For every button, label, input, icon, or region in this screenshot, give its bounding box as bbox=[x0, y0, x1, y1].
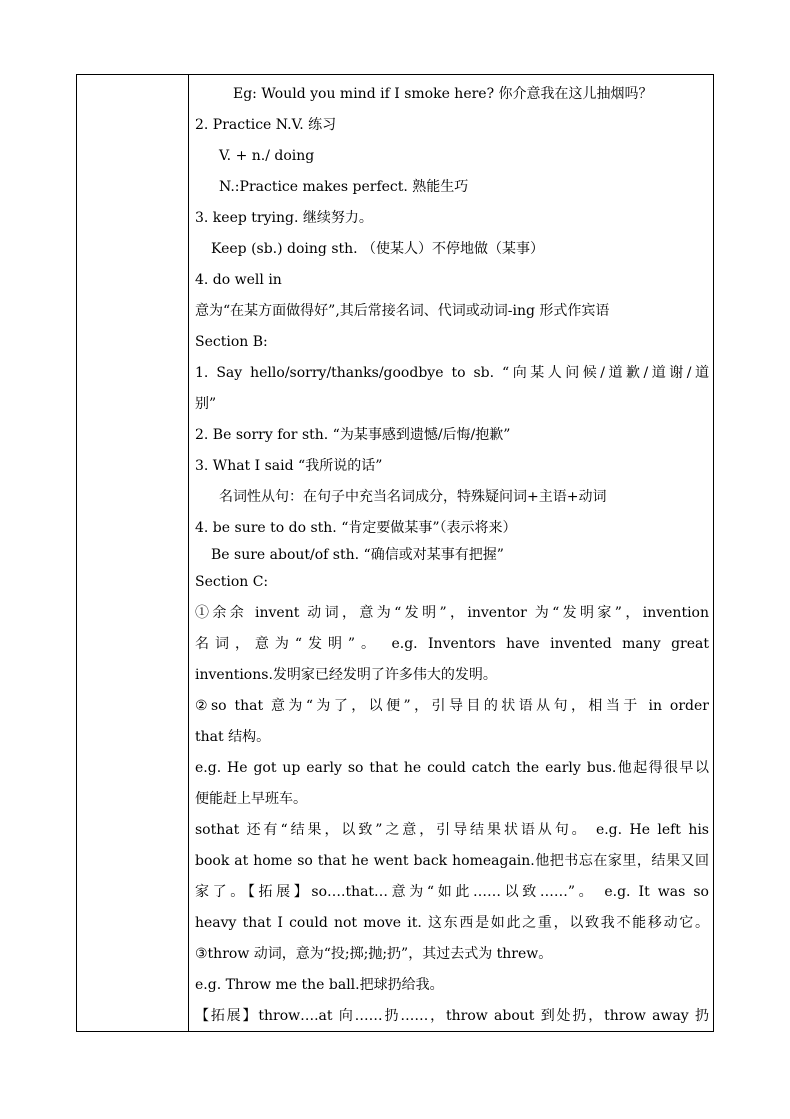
left-column-cell bbox=[77, 75, 189, 1031]
text-line: 4. be sure to do sth. “肯定要做某事”（表示将来） bbox=[195, 520, 517, 536]
text-line: ①余余 invent 动词，意为“发明”，inventor 为“发明家”，invention bbox=[195, 605, 709, 621]
text-line: 家了。【拓展】so….that…意为“如此……以致……”。 e.g. It was so bbox=[195, 884, 709, 900]
notes-table bbox=[76, 74, 714, 1032]
text-line: ③throw 动词，意为“投;掷;抛;扔”，其过去式为 threw。 bbox=[195, 946, 553, 962]
text-line: Eg: Would you mind if I smoke here? 你介意我在这儿抽烟吗？ bbox=[233, 86, 653, 102]
text-line: 名词，意为“发明”。 e.g. Inventors have invented many great bbox=[195, 636, 709, 652]
text-line: ②so that 意为“为了，以便”，引导目的状语从句，相当于 in order bbox=[195, 698, 709, 714]
text-line: 【拓展】throw….at 向……扔……，throw about 到处扔，throw away 扔 bbox=[195, 1008, 709, 1024]
text-line: inventions.发明家已经发明了许多伟大的发明。 bbox=[195, 667, 497, 683]
section-heading: Section B: bbox=[195, 334, 268, 350]
text-line: 2. Practice N.V. 练习 bbox=[195, 117, 337, 133]
text-line: 4. do well in bbox=[195, 272, 282, 288]
text-line: N.:Practice makes perfect. 熟能生巧 bbox=[219, 179, 469, 195]
text-line: 3. What I said “我所说的话” bbox=[195, 458, 383, 474]
text-line: 便能赶上早班车。 bbox=[195, 791, 307, 807]
text-line: heavy that I could not move it. 这东西是如此之重，以致我不能移动它。 bbox=[195, 915, 709, 931]
text-line: e.g. He got up early so that he could catch the early bus.他起得很早以 bbox=[195, 760, 709, 776]
text-line: sothat 还有“结果，以致”之意，引导结果状语从句。 e.g. He left his bbox=[195, 822, 709, 838]
text-line: Keep (sb.) doing sth. （使某人）不停地做（某事） bbox=[211, 241, 545, 257]
text-line: 意为“在某方面做得好”,其后常接名词、代词或动词-ing 形式作宾语 bbox=[195, 303, 610, 319]
text-line: Be sure about/of sth. “确信或对某事有把握” bbox=[211, 547, 504, 563]
text-line: 1. Say hello/sorry/thanks/goodbye to sb. “向某人问候/道歉/道谢/道 bbox=[195, 365, 709, 381]
text-line: e.g. Throw me the ball.把球扔给我。 bbox=[195, 977, 444, 993]
text-line: 2. Be sorry for sth. “为某事感到遗憾/后悔/抱歉” bbox=[195, 427, 511, 443]
text-line: V. + n./ doing bbox=[219, 148, 315, 164]
text-line: 名词性从句：在句子中充当名词成分，特殊疑问词+主语+动词 bbox=[219, 489, 607, 505]
text-line: book at home so that he went back homeagain.他把书忘在家里，结果又回 bbox=[195, 853, 709, 869]
text-line: that 结构。 bbox=[195, 729, 271, 745]
section-heading: Section C: bbox=[195, 574, 269, 590]
text-line: 3. keep trying. 继续努力。 bbox=[195, 210, 373, 226]
text-line: 别” bbox=[195, 396, 217, 412]
